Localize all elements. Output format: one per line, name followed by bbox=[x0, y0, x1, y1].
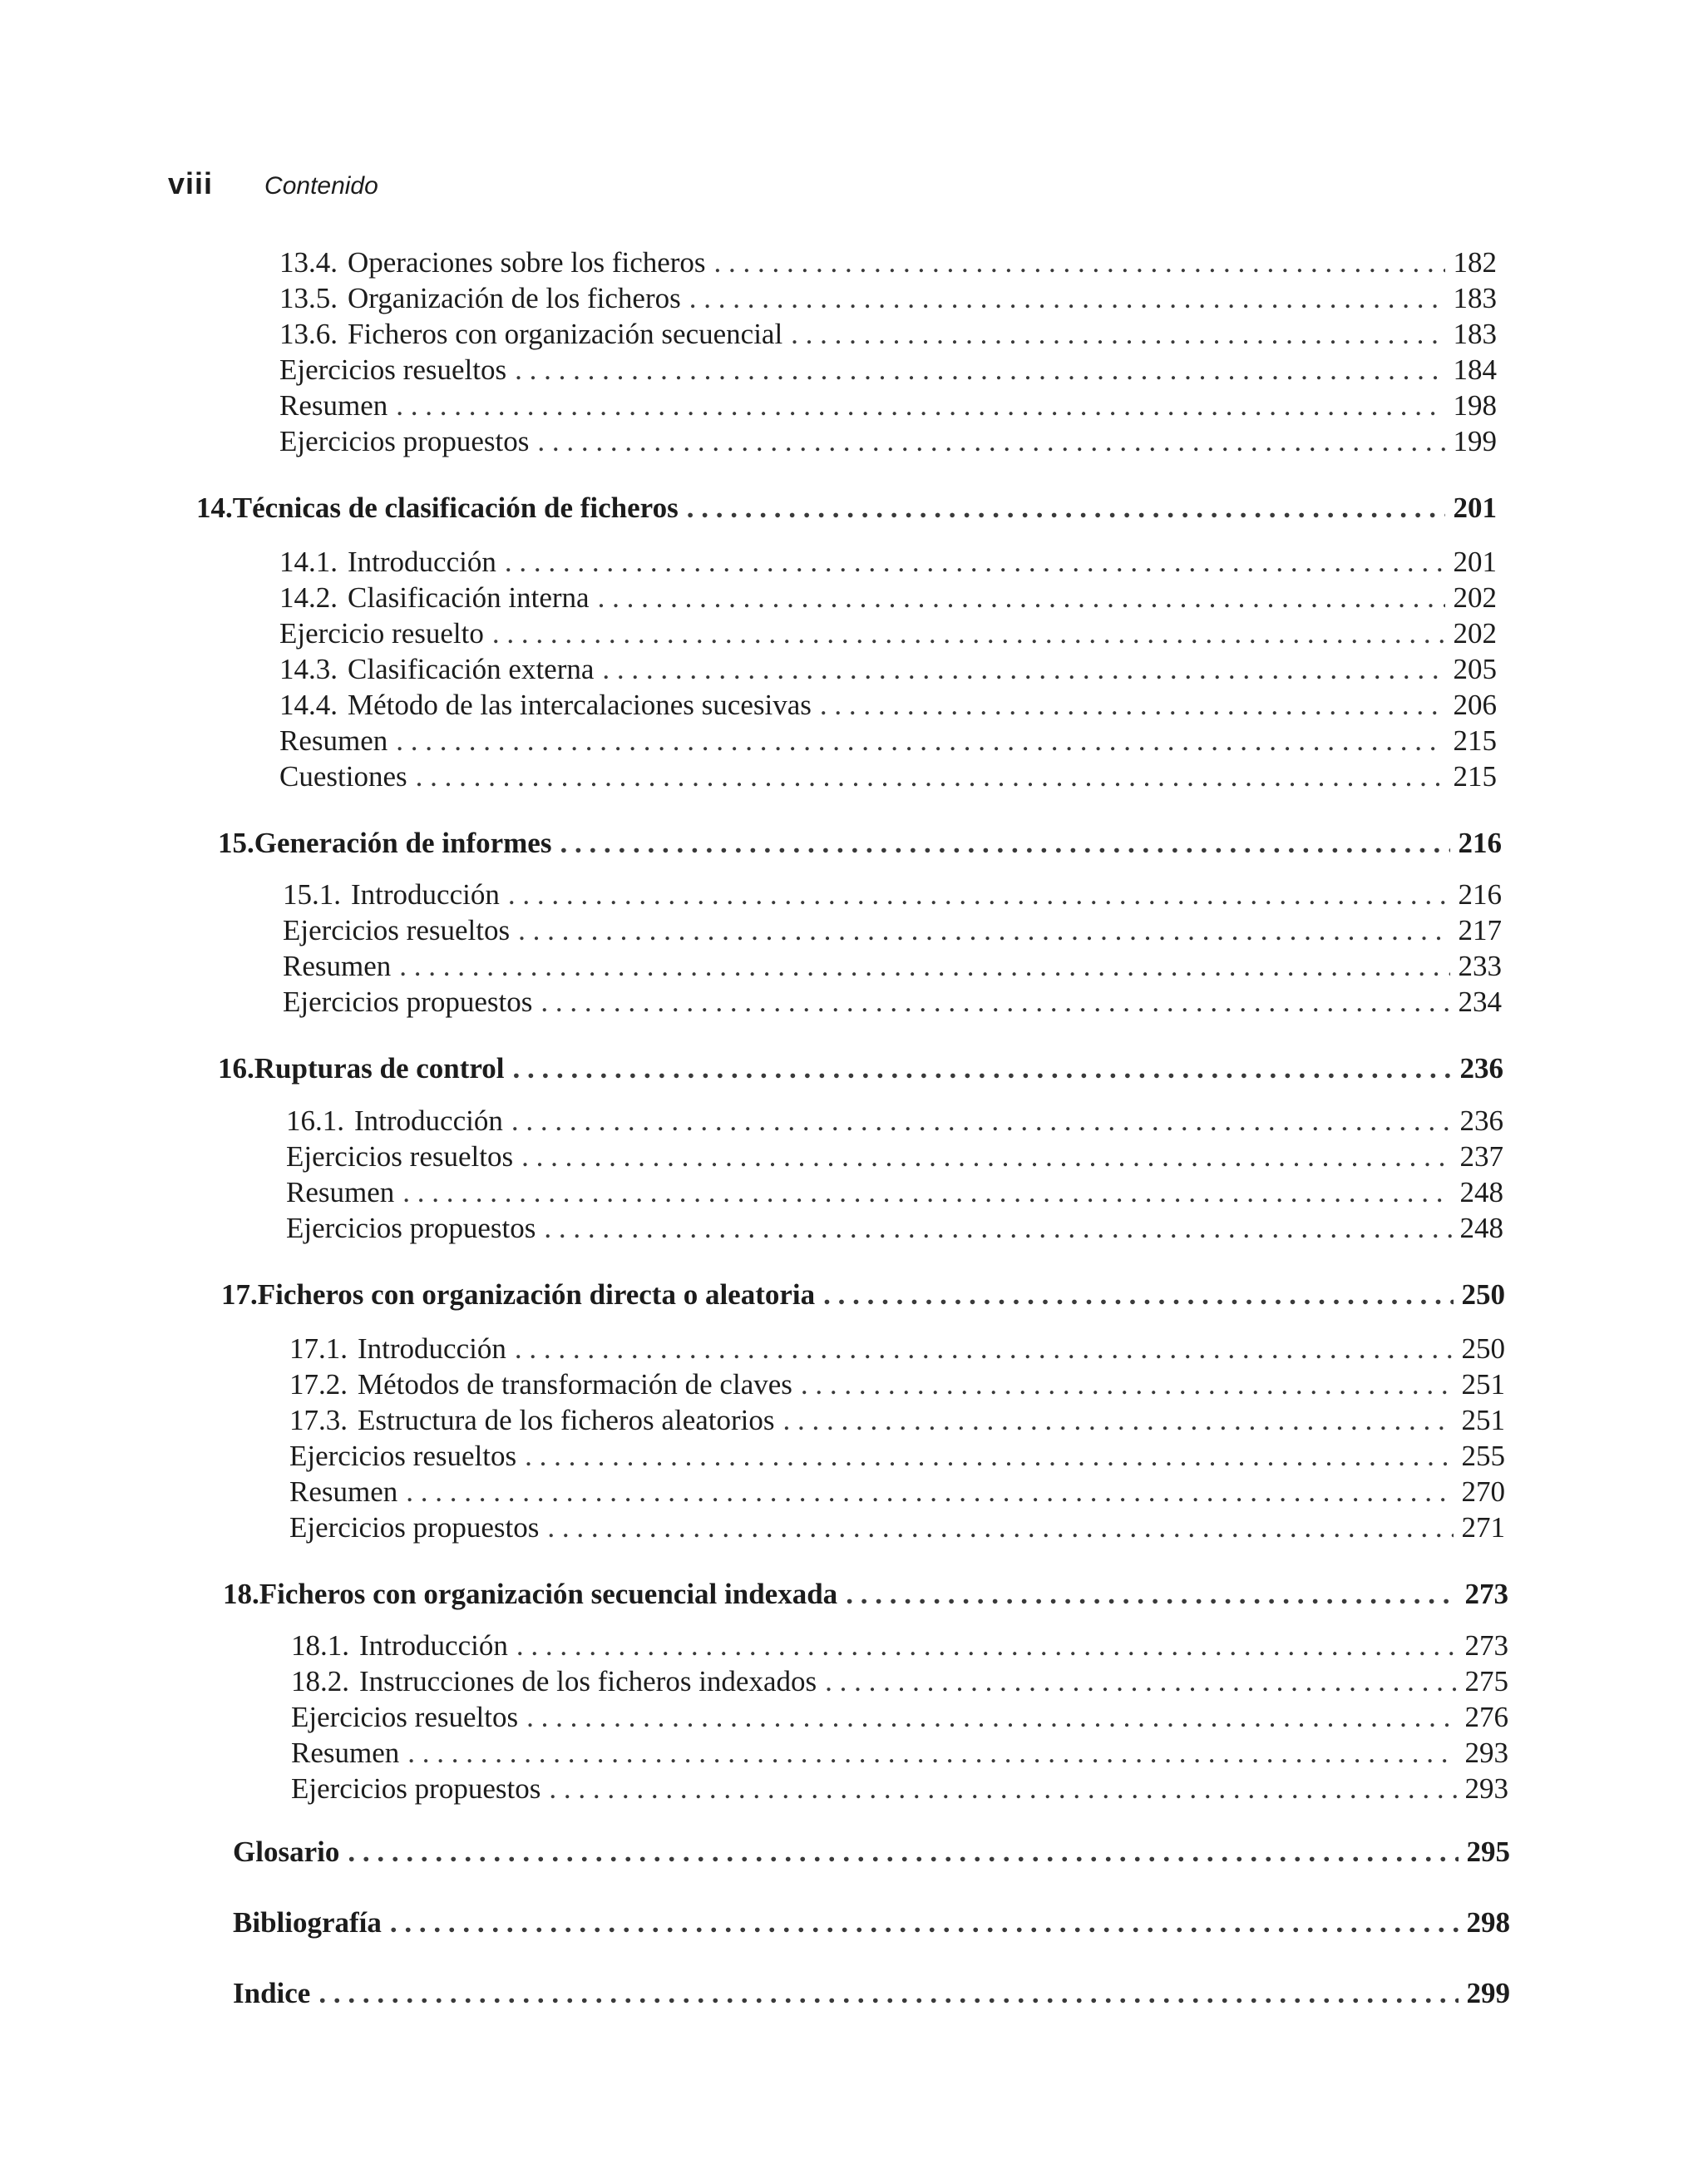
toc-section-entry bbox=[279, 758, 1497, 795]
entry-title: Ejercicios propuestos bbox=[291, 1772, 541, 1805]
entry-page-number: 248 bbox=[1459, 1176, 1503, 1208]
entry-title: Introducción bbox=[351, 878, 500, 911]
entry-page-number: 217 bbox=[1458, 914, 1502, 946]
toc-section-entry bbox=[286, 1103, 1503, 1139]
entry-title: Clasificación externa bbox=[348, 653, 595, 685]
toc-section-entry bbox=[286, 1210, 1503, 1247]
toc-backmatter-entry bbox=[233, 1834, 1510, 1870]
toc-chapter-entry bbox=[218, 1050, 1503, 1087]
entry-title: Ejercicios resueltos bbox=[289, 1440, 517, 1472]
dot-leader bbox=[396, 388, 1444, 424]
dot-leader bbox=[825, 1663, 1456, 1700]
dot-leader bbox=[801, 1366, 1454, 1403]
dot-leader bbox=[547, 1510, 1453, 1546]
toc-backmatter-entry bbox=[233, 1975, 1510, 2012]
toc-section-entry bbox=[279, 245, 1497, 281]
toc-section-entry bbox=[283, 877, 1502, 913]
entry-page-number: 205 bbox=[1453, 653, 1497, 685]
entry-title: Cuestiones bbox=[279, 760, 407, 793]
dot-leader bbox=[511, 1103, 1452, 1139]
entry-title: Bibliografía bbox=[233, 1906, 382, 1939]
entry-page-number: 184 bbox=[1453, 353, 1497, 386]
entry-title: Resumen bbox=[286, 1176, 395, 1208]
entry-title: Técnicas de clasificación de ficheros bbox=[232, 492, 679, 524]
entry-number: 13.6. bbox=[279, 318, 338, 350]
toc-section-entry bbox=[289, 1331, 1505, 1367]
dot-leader bbox=[492, 615, 1445, 652]
running-header bbox=[168, 166, 378, 201]
entry-title: Ejercicios propuestos bbox=[283, 986, 533, 1018]
entry-page-number: 295 bbox=[1466, 1836, 1510, 1868]
entry-title: Ficheros con organización secuencial bbox=[348, 318, 783, 350]
entry-page-number: 251 bbox=[1461, 1368, 1505, 1401]
entry-page-number: 250 bbox=[1461, 1332, 1505, 1365]
entry-title: Resumen bbox=[291, 1737, 400, 1769]
entry-page-number: 234 bbox=[1458, 986, 1502, 1018]
entry-page-number: 198 bbox=[1453, 389, 1497, 422]
dot-leader bbox=[823, 1277, 1453, 1313]
entry-number: 15. bbox=[218, 827, 254, 859]
entry-number: 13.4. bbox=[279, 246, 338, 279]
entry-number: 18.2. bbox=[291, 1665, 349, 1697]
entry-page-number: 270 bbox=[1461, 1475, 1505, 1508]
entry-title: Ejercicios resueltos bbox=[286, 1140, 514, 1173]
entry-number: 16.1. bbox=[286, 1104, 344, 1137]
toc-section-entry bbox=[283, 948, 1502, 985]
entry-page-number: 201 bbox=[1453, 546, 1497, 578]
entry-page-number: 248 bbox=[1459, 1212, 1503, 1244]
entry-number: 13.5. bbox=[279, 282, 338, 314]
dot-leader bbox=[689, 280, 1445, 317]
entry-page-number: 237 bbox=[1459, 1140, 1503, 1173]
entry-title: Generación de informes bbox=[254, 827, 552, 859]
entry-page-number: 206 bbox=[1453, 689, 1497, 721]
toc-section-entry bbox=[279, 687, 1497, 724]
entry-title: Ejercicios propuestos bbox=[286, 1212, 536, 1244]
entry-number: 14.3. bbox=[279, 653, 338, 685]
toc-section-entry bbox=[289, 1366, 1505, 1403]
dot-leader bbox=[549, 1771, 1456, 1807]
entry-title: Ficheros con organización directa o aleatoria bbox=[257, 1278, 816, 1311]
toc-section-entry bbox=[279, 352, 1497, 388]
entry-title: Ejercicios resueltos bbox=[283, 914, 511, 946]
entry-title: Estructura de los ficheros aleatorios bbox=[358, 1404, 775, 1436]
dot-leader bbox=[525, 1438, 1453, 1475]
entry-title: Operaciones sobre los ficheros bbox=[348, 246, 706, 279]
toc-section-entry bbox=[279, 316, 1497, 353]
dot-leader bbox=[602, 651, 1444, 688]
dot-leader bbox=[714, 245, 1445, 281]
entry-number: 18.1. bbox=[291, 1629, 349, 1662]
toc-section-entry bbox=[279, 423, 1497, 460]
entry-number: 15.1. bbox=[283, 878, 341, 911]
entry-title: Ficheros con organización secuencial indexada bbox=[259, 1578, 838, 1610]
dot-leader bbox=[518, 912, 1449, 949]
dot-leader bbox=[515, 1331, 1454, 1367]
entry-page-number: 250 bbox=[1461, 1278, 1505, 1311]
entry-title: Clasificación interna bbox=[348, 581, 590, 614]
entry-title: Ejercicios propuestos bbox=[289, 1511, 540, 1544]
dot-leader bbox=[416, 758, 1445, 795]
toc-backmatter-entry bbox=[233, 1905, 1510, 1941]
running-title: Contenido bbox=[264, 172, 378, 200]
dot-leader bbox=[348, 1834, 1458, 1870]
entry-page-number: 202 bbox=[1453, 617, 1497, 650]
entry-page-number: 299 bbox=[1466, 1977, 1510, 2009]
toc-section-entry bbox=[279, 615, 1497, 652]
entry-page-number: 183 bbox=[1453, 318, 1497, 350]
entry-title: Resumen bbox=[279, 724, 388, 757]
entry-page-number: 199 bbox=[1453, 425, 1497, 457]
toc-section-entry bbox=[291, 1663, 1508, 1700]
toc-chapter-entry bbox=[221, 1277, 1505, 1313]
dot-leader bbox=[513, 1050, 1452, 1087]
entry-title: Rupturas de control bbox=[254, 1052, 505, 1085]
toc-chapter-entry bbox=[223, 1576, 1508, 1613]
entry-page-number: 183 bbox=[1453, 282, 1497, 314]
toc-section-entry bbox=[279, 651, 1497, 688]
entry-title: Introducción bbox=[358, 1332, 506, 1365]
entry-number: 14.2. bbox=[279, 581, 338, 614]
dot-leader bbox=[406, 1474, 1453, 1510]
toc-chapter-entry bbox=[218, 825, 1502, 862]
entry-number: 14.1. bbox=[279, 546, 338, 578]
dot-leader bbox=[390, 1905, 1459, 1941]
entry-page-number: 251 bbox=[1461, 1404, 1505, 1436]
entry-title: Organización de los ficheros bbox=[348, 282, 681, 314]
entry-page-number: 182 bbox=[1453, 246, 1497, 279]
toc-section-entry bbox=[291, 1699, 1508, 1736]
toc-chapter-entry bbox=[196, 490, 1497, 526]
dot-leader bbox=[544, 1210, 1451, 1247]
entry-number: 17.2. bbox=[289, 1368, 348, 1401]
dot-leader bbox=[318, 1975, 1458, 2012]
toc-section-entry bbox=[291, 1771, 1508, 1807]
toc-section-entry bbox=[291, 1628, 1508, 1664]
entry-page-number: 273 bbox=[1464, 1578, 1508, 1610]
toc-section-entry bbox=[289, 1474, 1505, 1510]
entry-title: Introducción bbox=[359, 1629, 508, 1662]
dot-leader bbox=[516, 1628, 1457, 1664]
entry-number: 16. bbox=[218, 1052, 254, 1085]
entry-number: 14.4. bbox=[279, 689, 338, 721]
entry-page-number: 271 bbox=[1461, 1511, 1505, 1544]
entry-page-number: 202 bbox=[1453, 581, 1497, 614]
entry-title: Ejercicio resuelto bbox=[279, 617, 484, 650]
entry-page-number: 236 bbox=[1459, 1104, 1503, 1137]
page-number: viii bbox=[168, 166, 214, 200]
dot-leader bbox=[598, 580, 1445, 616]
entry-number: 17.1. bbox=[289, 1332, 348, 1365]
entry-page-number: 233 bbox=[1458, 950, 1502, 982]
entry-title: Método de las intercalaciones sucesivas bbox=[348, 689, 812, 721]
dot-leader bbox=[537, 423, 1444, 460]
entry-title: Resumen bbox=[279, 389, 388, 422]
toc-section-entry bbox=[289, 1510, 1505, 1546]
toc-section-entry bbox=[291, 1735, 1508, 1771]
dot-leader bbox=[782, 1402, 1453, 1439]
toc-section-entry bbox=[286, 1139, 1503, 1175]
dot-leader bbox=[846, 1576, 1456, 1613]
entry-page-number: 276 bbox=[1464, 1701, 1508, 1733]
entry-page-number: 201 bbox=[1453, 492, 1497, 524]
dot-leader bbox=[407, 1735, 1456, 1771]
entry-title: Resumen bbox=[283, 950, 392, 982]
entry-title: Glosario bbox=[233, 1836, 340, 1868]
entry-page-number: 293 bbox=[1464, 1737, 1508, 1769]
entry-page-number: 216 bbox=[1458, 827, 1502, 859]
entry-page-number: 236 bbox=[1459, 1052, 1503, 1085]
entry-title: Introducción bbox=[348, 546, 496, 578]
toc-section-entry bbox=[279, 388, 1497, 424]
toc-section-entry bbox=[279, 580, 1497, 616]
dot-leader bbox=[541, 984, 1449, 1020]
toc-section-entry bbox=[283, 912, 1502, 949]
toc-section-entry bbox=[283, 984, 1502, 1020]
dot-leader bbox=[820, 687, 1445, 724]
dot-leader bbox=[396, 723, 1444, 759]
entry-title: Resumen bbox=[289, 1475, 398, 1508]
toc-section-entry bbox=[279, 544, 1497, 581]
entry-page-number: 215 bbox=[1453, 760, 1497, 793]
entry-number: 14. bbox=[196, 492, 233, 524]
toc-section-entry bbox=[286, 1174, 1503, 1211]
dot-leader bbox=[515, 352, 1444, 388]
dot-leader bbox=[399, 948, 1449, 985]
entry-title: Métodos de transformación de claves bbox=[358, 1368, 792, 1401]
dot-leader bbox=[505, 544, 1445, 581]
entry-page-number: 255 bbox=[1461, 1440, 1505, 1472]
entry-title: Ejercicios resueltos bbox=[291, 1701, 519, 1733]
dot-leader bbox=[508, 877, 1450, 913]
toc-section-entry bbox=[279, 723, 1497, 759]
entry-title: Indice bbox=[233, 1977, 311, 2009]
entry-page-number: 293 bbox=[1464, 1772, 1508, 1805]
entry-number: 17.3. bbox=[289, 1404, 348, 1436]
entry-title: Ejercicios propuestos bbox=[279, 425, 530, 457]
entry-title: Ejercicios resueltos bbox=[279, 353, 507, 386]
entry-title: Instrucciones de los ficheros indexados bbox=[359, 1665, 817, 1697]
dot-leader bbox=[560, 825, 1449, 862]
entry-number: 18. bbox=[223, 1578, 259, 1610]
dot-leader bbox=[402, 1174, 1451, 1211]
dot-leader bbox=[526, 1699, 1456, 1736]
entry-page-number: 215 bbox=[1453, 724, 1497, 757]
entry-page-number: 275 bbox=[1464, 1665, 1508, 1697]
dot-leader bbox=[687, 490, 1445, 526]
entry-title: Introducción bbox=[354, 1104, 503, 1137]
toc-section-entry bbox=[279, 280, 1497, 317]
entry-page-number: 273 bbox=[1464, 1629, 1508, 1662]
entry-page-number: 298 bbox=[1466, 1906, 1510, 1939]
entry-page-number: 216 bbox=[1458, 878, 1502, 911]
entry-number: 17. bbox=[221, 1278, 258, 1311]
toc-section-entry bbox=[289, 1438, 1505, 1475]
dot-leader bbox=[521, 1139, 1451, 1175]
dot-leader bbox=[791, 316, 1444, 353]
toc-section-entry bbox=[289, 1402, 1505, 1439]
